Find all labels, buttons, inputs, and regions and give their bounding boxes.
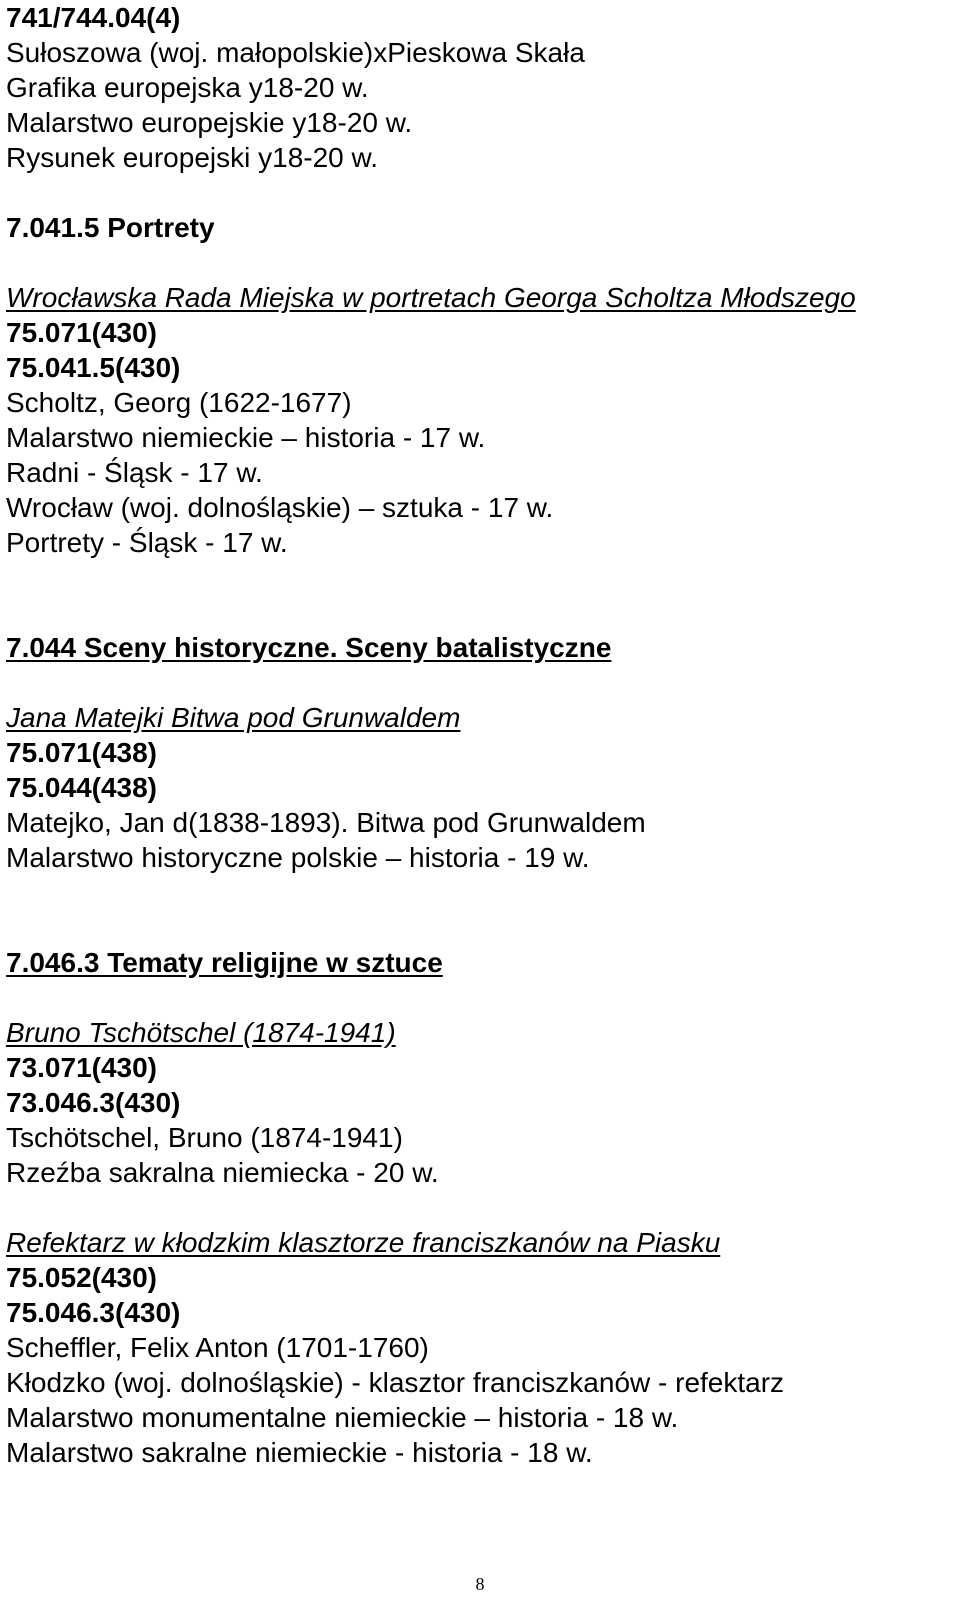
classification-code: 75.052(430) — [6, 1262, 158, 1293]
entry-title: Wrocławska Rada Miejska w portretach Georga Scholtza Młodszego — [6, 282, 856, 313]
classification-code: 75.071(438) — [6, 737, 158, 768]
subject-line: Scholtz, Georg (1622-1677) — [6, 387, 352, 418]
subject-line: Malarstwo niemieckie – historia - 17 w. — [6, 422, 486, 453]
section-heading: 7.046.3 Tematy religijne w sztuce — [6, 947, 443, 978]
subject-line: Radni - Śląsk - 17 w. — [6, 457, 263, 488]
subject-line: Malarstwo historyczne polskie – historia - 19 w. — [6, 842, 590, 873]
subject-line: Malarstwo europejskie y18-20 w. — [6, 107, 413, 138]
page-number: 8 — [475, 1574, 485, 1594]
classification-code: 75.041.5(430) — [6, 352, 181, 383]
classification-code: 741/744.04(4) — [6, 2, 181, 33]
entry-title: Jana Matejki Bitwa pod Grunwaldem — [6, 702, 461, 733]
classification-code: 73.071(430) — [6, 1052, 158, 1083]
subject-line: Rysunek europejski y18-20 w. — [6, 142, 378, 173]
subject-line: Malarstwo sakralne niemieckie - historia - 18 w. — [6, 1437, 593, 1468]
classification-code: 75.044(438) — [6, 772, 158, 803]
section-heading: 7.041.5 Portrety — [6, 212, 215, 243]
section-heading: 7.044 Sceny historyczne. Sceny batalistyczne — [6, 632, 612, 663]
subject-line: Sułoszowa (woj. małopolskie)xPieskowa Skała — [6, 37, 585, 68]
subject-line: Malarstwo monumentalne niemieckie – historia - 18 w. — [6, 1402, 679, 1433]
entry-title: Refektarz w kłodzkim klasztorze franciszkanów na Piasku — [6, 1227, 721, 1258]
subject-line: Wrocław (woj. dolnośląskie) – sztuka - 17 w. — [6, 492, 554, 523]
subject-line: Kłodzko (woj. dolnośląskie) - klasztor franciszkanów - refektarz — [6, 1367, 785, 1398]
classification-code: 75.046.3(430) — [6, 1297, 181, 1328]
subject-line: Grafika europejska y18-20 w. — [6, 72, 369, 103]
subject-line: Matejko, Jan d(1838-1893). Bitwa pod Grunwaldem — [6, 807, 646, 838]
document-page — [6, 0, 946, 1470]
subject-line: Rzeźba sakralna niemiecka - 20 w. — [6, 1157, 439, 1188]
classification-code: 75.071(430) — [6, 317, 158, 348]
classification-code: 73.046.3(430) — [6, 1087, 181, 1118]
subject-line: Portrety - Śląsk - 17 w. — [6, 527, 288, 558]
subject-line: Tschötschel, Bruno (1874-1941) — [6, 1122, 403, 1153]
subject-line: Scheffler, Felix Anton (1701-1760) — [6, 1332, 429, 1363]
entry-title: Bruno Tschötschel (1874-1941) — [6, 1017, 396, 1048]
